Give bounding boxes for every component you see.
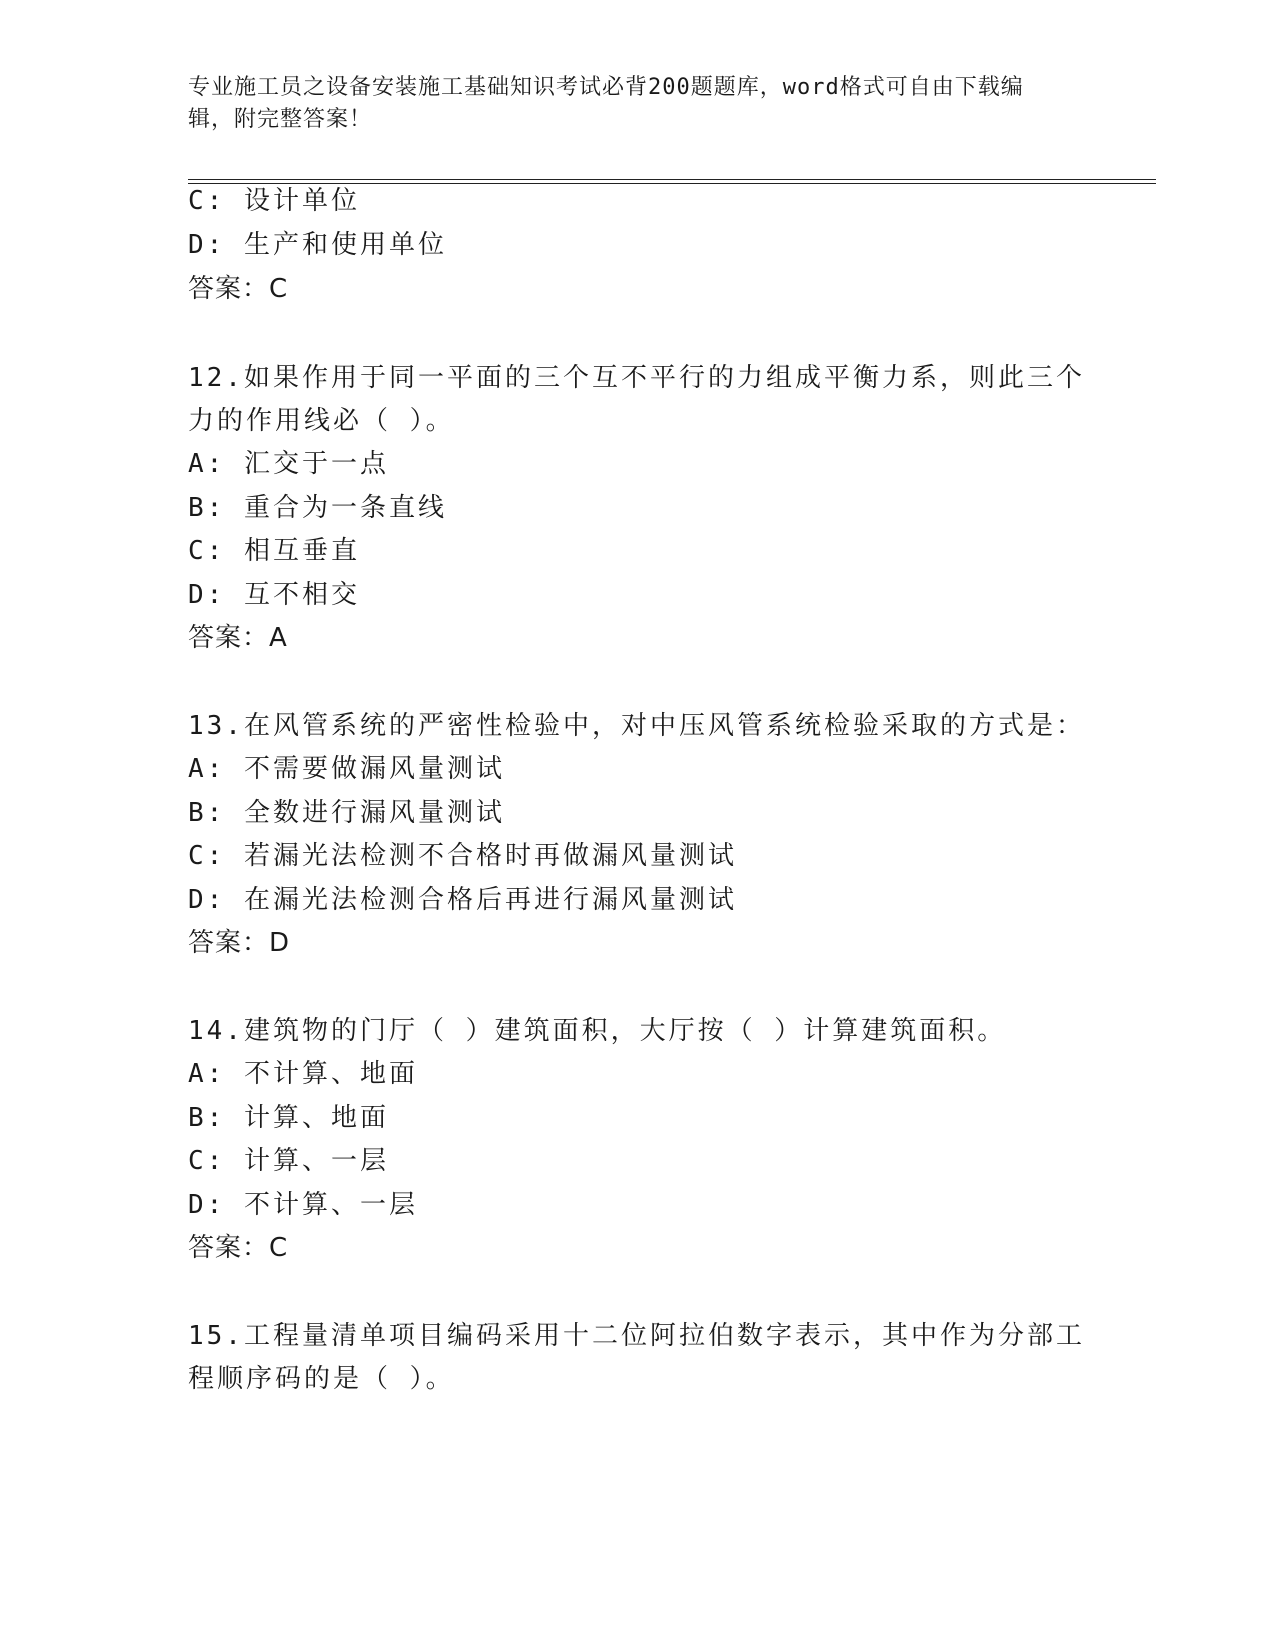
- answer-line: 答案：A: [188, 623, 288, 653]
- document-header: [188, 72, 1068, 136]
- option-label: D: [188, 580, 207, 610]
- answer-line: 答案：C: [188, 1233, 289, 1263]
- option-separator: :: [206, 1146, 244, 1176]
- header-text: 专业施工员之设备安装施工基础知识考试必背200题题库，word格式可自由下载编辑，附完整答案！: [188, 75, 1024, 132]
- option-line: [188, 572, 360, 618]
- option-separator: :: [206, 580, 244, 610]
- question-stem: 力的作用线必（ ）。: [188, 406, 455, 436]
- option-text: 设计单位: [243, 186, 360, 216]
- question-stem: 14.建筑物的门厅（ ）建筑面积，大厅按（ ）计算建筑面积。: [188, 1016, 1007, 1046]
- option-separator: :: [206, 754, 244, 784]
- option-separator: :: [206, 1103, 244, 1133]
- option-separator: :: [206, 841, 244, 871]
- option-line: [188, 1138, 389, 1184]
- option-separator: :: [206, 449, 244, 479]
- option-label: D: [188, 1190, 207, 1220]
- option-label: D: [188, 885, 207, 915]
- option-separator: :: [206, 1190, 244, 1220]
- option-label: A: [188, 754, 207, 784]
- option-text: 计算、一层: [243, 1146, 389, 1176]
- option-text: 全数进行漏风量测试: [243, 798, 505, 828]
- answer-line: 答案：C: [188, 274, 289, 304]
- option-line: [188, 790, 505, 836]
- option-text: 不计算、地面: [243, 1059, 418, 1089]
- option-line: [188, 485, 447, 531]
- option-label: A: [188, 1059, 207, 1089]
- option-text: 重合为一条直线: [243, 493, 447, 523]
- option-separator: :: [206, 1059, 244, 1089]
- option-line: [188, 222, 447, 268]
- option-text: 不计算、一层: [243, 1190, 418, 1220]
- option-line: [188, 178, 360, 224]
- option-label: C: [188, 186, 207, 216]
- option-label: A: [188, 449, 207, 479]
- option-line: [188, 833, 737, 879]
- option-text: 计算、地面: [243, 1103, 389, 1133]
- question-stem: 15.工程量清单项目编码采用十二位阿拉伯数字表示，其中作为分部工: [188, 1321, 1085, 1351]
- option-text: 汇交于一点: [243, 449, 389, 479]
- option-label: B: [188, 493, 207, 523]
- option-label: B: [188, 798, 207, 828]
- question-stem: 程顺序码的是（ ）。: [188, 1364, 455, 1394]
- option-line: [188, 1051, 418, 1097]
- question-stem: 13.在风管系统的严密性检验中，对中压风管系统检验采取的方式是：: [188, 711, 1085, 741]
- option-separator: :: [206, 493, 244, 523]
- option-label: D: [188, 230, 207, 260]
- option-label: C: [188, 536, 207, 566]
- option-label: C: [188, 1146, 207, 1176]
- option-line: [188, 1095, 389, 1141]
- answer-line: 答案：D: [188, 928, 291, 958]
- option-line: [188, 877, 737, 923]
- option-line: [188, 1182, 418, 1228]
- option-text: 互不相交: [243, 580, 360, 610]
- option-separator: :: [206, 885, 244, 915]
- option-text: 相互垂直: [243, 536, 360, 566]
- option-label: C: [188, 841, 207, 871]
- option-text: 不需要做漏风量测试: [243, 754, 505, 784]
- option-separator: :: [206, 230, 244, 260]
- option-line: [188, 746, 505, 792]
- option-line: [188, 441, 389, 487]
- option-separator: :: [206, 186, 244, 216]
- question-stem: 12.如果作用于同一平面的三个互不平行的力组成平衡力系，则此三个: [188, 363, 1085, 393]
- option-text: 生产和使用单位: [243, 230, 447, 260]
- option-text: 在漏光法检测合格后再进行漏风量测试: [243, 885, 737, 915]
- option-label: B: [188, 1103, 207, 1133]
- option-separator: :: [206, 798, 244, 828]
- option-line: [188, 528, 360, 574]
- option-text: 若漏光法检测不合格时再做漏风量测试: [243, 841, 737, 871]
- option-separator: :: [206, 536, 244, 566]
